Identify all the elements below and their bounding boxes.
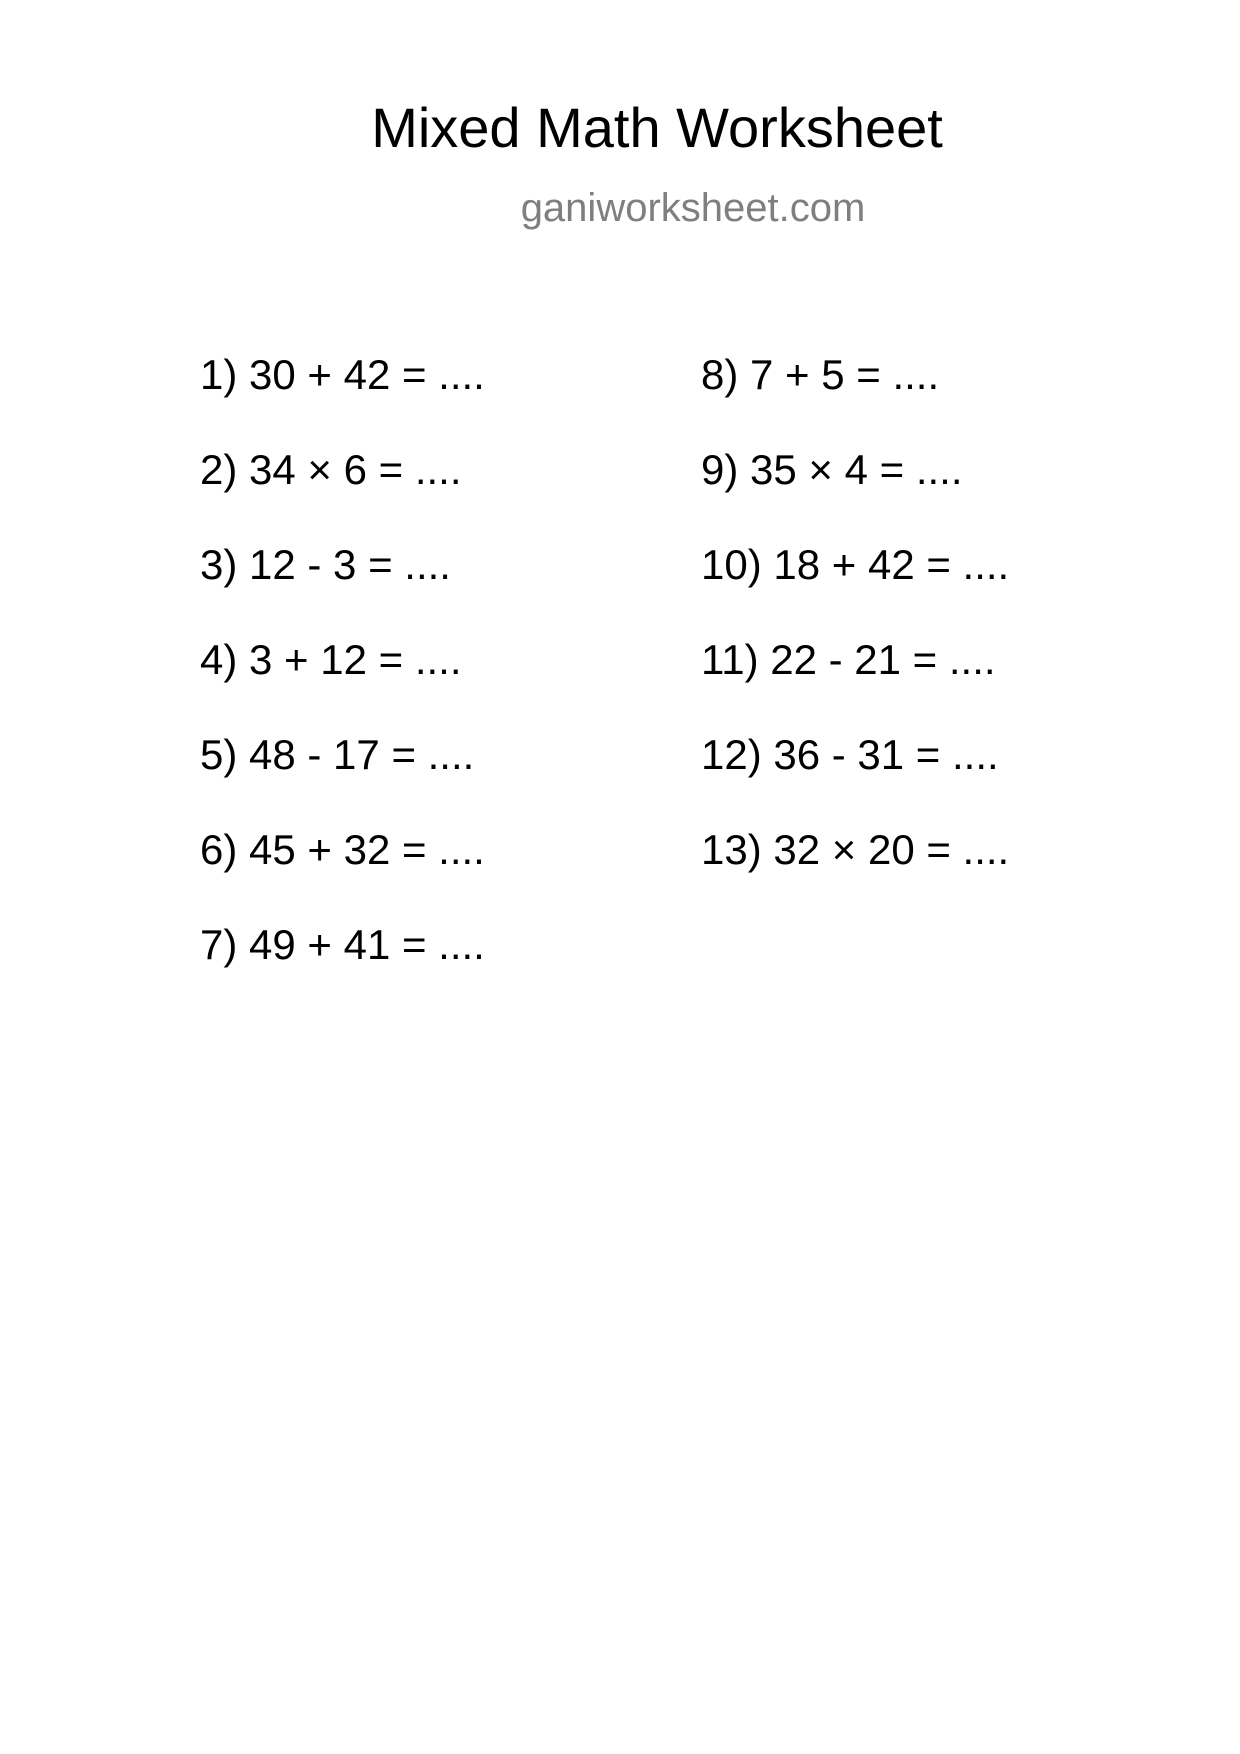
problem-9: 9) 35 × 4 = .... bbox=[701, 446, 963, 493]
problem-13: 13) 32 × 20 = .... bbox=[701, 826, 1010, 873]
problem-11: 11) 22 - 21 = .... bbox=[701, 636, 996, 683]
problem-8: 8) 7 + 5 = .... bbox=[701, 351, 940, 398]
problem-5: 5) 48 - 17 = .... bbox=[200, 731, 475, 778]
page-title: Mixed Math Worksheet bbox=[371, 96, 943, 159]
problem-1: 1) 30 + 42 = .... bbox=[200, 351, 485, 398]
problem-10: 10) 18 + 42 = .... bbox=[701, 541, 1010, 588]
problem-4: 4) 3 + 12 = .... bbox=[200, 636, 462, 683]
problem-list bbox=[200, 350, 1100, 1050]
problem-7: 7) 49 + 41 = .... bbox=[200, 921, 485, 968]
problem-2: 2) 34 × 6 = .... bbox=[200, 446, 462, 493]
problem-6: 6) 45 + 32 = .... bbox=[200, 826, 485, 873]
problem-12: 12) 36 - 31 = .... bbox=[701, 731, 999, 778]
website-label: ganiworksheet.com bbox=[520, 186, 866, 230]
problem-column-right bbox=[701, 350, 1009, 920]
problem-3: 3) 12 - 3 = .... bbox=[200, 541, 451, 588]
problem-column-left bbox=[200, 350, 485, 1015]
